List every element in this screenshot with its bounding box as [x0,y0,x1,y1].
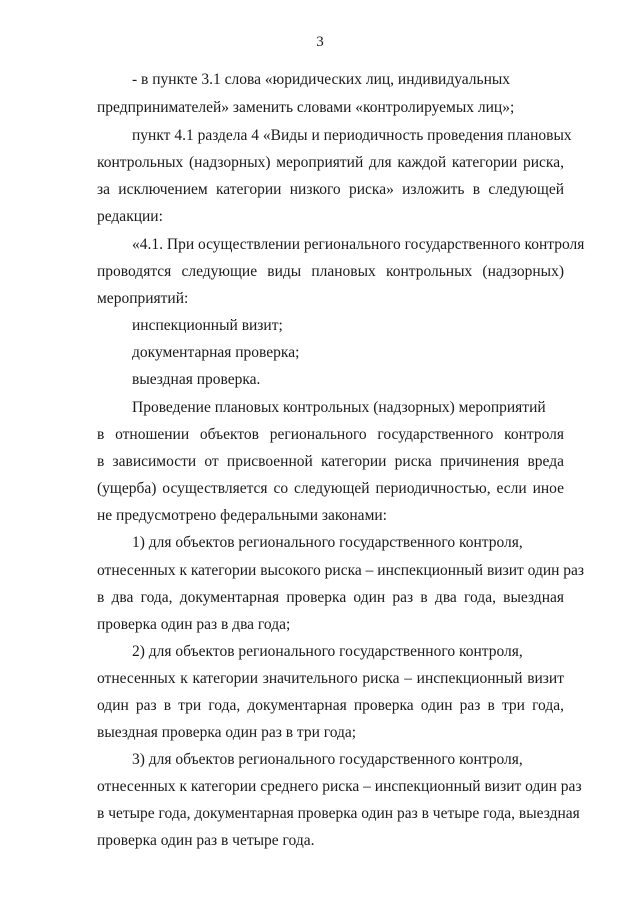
text-line: «4.1. При осуществлении регионального государственного контроля [132,236,585,253]
page-number: 3 [316,34,324,50]
list-item: инспекционный визит; [132,317,283,334]
text-line: в отношении объектов регионального государственного контроля [97,426,564,443]
text-line: не предусмотрено федеральными законами: [97,507,387,524]
text-line: один раз в три года, документарная проверка один раз в три года, [97,697,564,714]
text-line: в четыре года, документарная проверка один раз в четыре года, выездная [97,805,580,822]
text-line: проводятся следующие виды плановых контрольных (надзорных) [97,263,564,280]
text-line: отнесенных к категории среднего риска – инспекционный визит один раз [97,778,582,795]
text-line: 2) для объектов регионального государственного контроля, [132,643,523,660]
text-line: (ущерба) осуществляется со следующей периодичностью, если иное [97,480,564,497]
text-line: 3) для объектов регионального государственного контроля, [132,751,523,768]
text-line: предпринимателей» заменить словами «контролируемых лиц»; [97,99,515,116]
list-item: выездная проверка. [132,371,261,388]
text-line: 1) для объектов регионального государственного контроля, [132,534,523,551]
text-line: проверка один раз в четыре года. [97,832,315,849]
text-line: мероприятий: [97,290,189,307]
text-line: Проведение плановых контрольных (надзорных) мероприятий [132,399,546,416]
text-line: в два года, документарная проверка один раз в два года, выездная [97,589,564,606]
text-line: редакции: [97,208,163,225]
text-line: отнесенных к категории значительного риска – инспекционный визит [97,670,564,687]
text-line: проверка один раз в два года; [97,616,291,633]
text-line: в зависимости от присвоенной категории риска причинения вреда [97,453,564,470]
text-line: отнесенных к категории высокого риска – инспекционный визит один раз [97,562,585,579]
text-line: пункт 4.1 раздела 4 «Виды и периодичность проведения плановых [132,127,572,144]
text-line: - в пункте 3.1 слова «юридических лиц, индивидуальных [132,71,511,88]
text-line: контрольных (надзорных) мероприятий для каждой категории риска, [97,154,564,171]
list-item: документарная проверка; [132,344,300,361]
text-line: выездная проверка один раз в три года; [97,724,357,741]
text-line: за исключением категории низкого риска» изложить в следующей [97,181,564,198]
